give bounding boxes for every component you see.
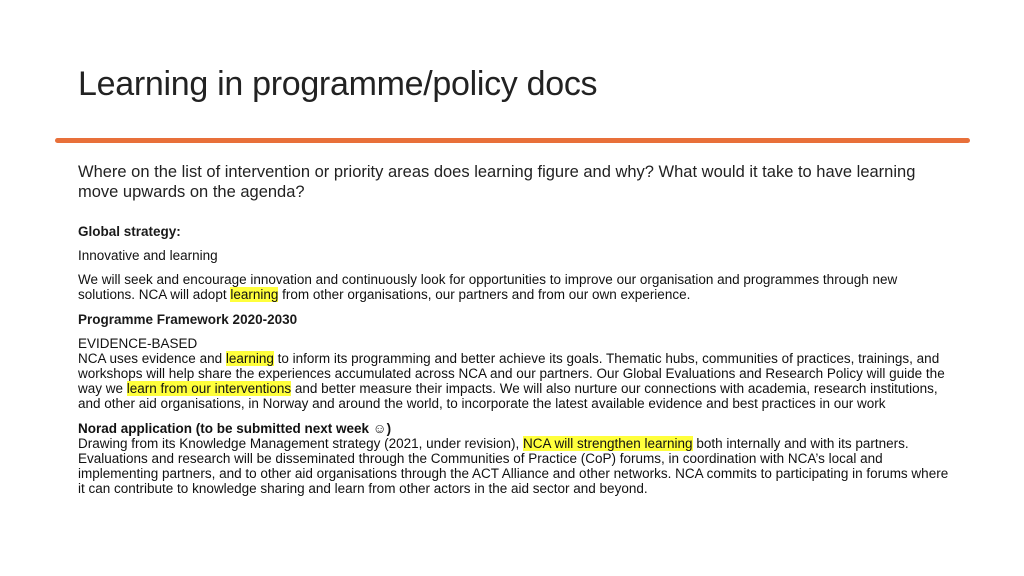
global-strategy-subheading: Innovative and learning	[78, 248, 218, 263]
text-segment: We will seek and encourage innovation and continuously look for opportunities to improve our organisation and programmes through new solutions. NCA will adopt	[78, 272, 898, 302]
programme-framework-heading: Programme Framework 2020-2030	[78, 312, 298, 327]
accent-divider	[55, 138, 970, 143]
highlighted-text: NCA will strengthen learning	[522, 436, 693, 451]
highlighted-text: learning	[225, 351, 274, 366]
text-segment: to inform its programming and better achieve its goals. Thematic hubs, communities of practices, trainings, and workshops will help share the experiences accumulated across NCA and our partners. Our Global Evaluations and Research Policy will guide the way we	[78, 351, 945, 396]
highlighted-text: learning	[230, 287, 279, 302]
evidence-based-label: EVIDENCE-BASED	[78, 336, 198, 351]
text-segment: both internally and with its partners. Evaluations and research will be disseminated through the Communities of Practice (CoP) forums, in coordination with NCA’s local and implementing partners, and to other aid organisations through the ACT Alliance and other networks. NCA commits to participating in forums where it can contribute to knowledge sharing and learn from other actors in the aid sector and beyond.	[78, 436, 949, 496]
global-strategy-text	[78, 272, 958, 302]
slide-body	[78, 163, 958, 505]
text-segment: Drawing from its Knowledge Management strategy (2021, under revision),	[78, 436, 523, 451]
highlighted-text: learn from our interventions	[126, 381, 292, 396]
slide-title: Learning in programme/policy docs	[78, 65, 598, 103]
guiding-question: Where on the list of intervention or priority areas does learning figure and why? What would it take to have learning move upwards on the agenda?	[78, 163, 916, 201]
text-segment: from other organisations, our partners and from our own experience.	[278, 287, 691, 302]
norad-application-text	[78, 421, 958, 496]
text-segment: NCA uses evidence and	[78, 351, 226, 366]
norad-application-heading: Norad application (to be submitted next week ☺)	[78, 421, 392, 436]
programme-framework-text	[78, 336, 958, 411]
global-strategy-heading: Global strategy:	[78, 224, 181, 239]
text-segment: and better measure their impacts. We will also nurture our connections with academia, research institutions, and other aid organisations, in Norway and around the world, to incorporate the latest available evidence and best practices in our work	[78, 381, 938, 411]
